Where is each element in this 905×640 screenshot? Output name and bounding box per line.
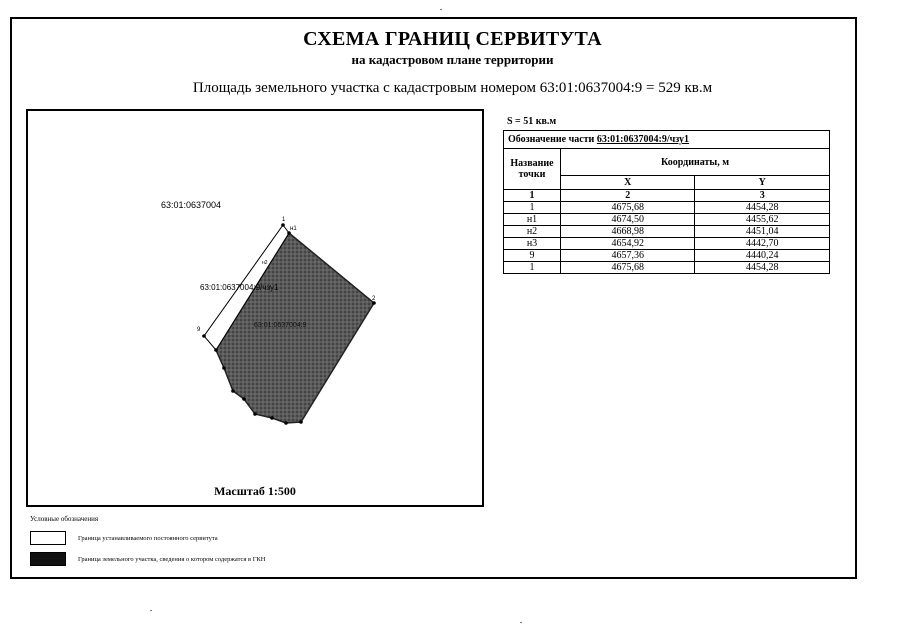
parcel-label: 63:01:0637004:9 — [254, 322, 307, 329]
table-row — [504, 214, 830, 226]
point-name: 9 — [504, 250, 561, 262]
column-header-coordinates: Координаты, м — [561, 149, 830, 176]
scan-speck — [150, 610, 152, 611]
point-name: 1 — [504, 262, 561, 274]
legend-swatch-parcel — [30, 552, 66, 566]
point-label-9: 9 — [197, 327, 201, 333]
servitude-area: S = 51 кв.м — [507, 116, 557, 127]
coord-y: 4442,70 — [695, 238, 830, 250]
column-header-y: Y — [695, 176, 830, 190]
table-row — [504, 250, 830, 262]
column-header-x: X — [561, 176, 695, 190]
page-title: СХЕМА ГРАНИЦ СЕРВИТУТА — [303, 28, 602, 50]
coord-x: 4657,36 — [561, 250, 695, 262]
point-label-n2: н2 — [262, 260, 268, 266]
point-label-2: 2 — [372, 296, 376, 302]
scan-speck — [440, 9, 442, 10]
part-designation: Обозначение части 63:01:0637004:9/чзу1 — [504, 131, 830, 149]
point-label-n1: н1 — [290, 226, 297, 232]
area-statement: Площадь земельного участка с кадастровым номером 63:01:0637004:9 = 529 кв.м — [192, 80, 713, 96]
point-name: н2 — [504, 226, 561, 238]
map-scale: Масштаб 1:500 — [214, 484, 296, 498]
parcel-map — [28, 111, 482, 505]
page-subtitle: на кадастровом плане территории — [351, 52, 554, 67]
column-index: 1 — [504, 190, 561, 202]
legend-label-parcel: Граница земельного участка, сведения о котором содержатся в ГКН — [78, 556, 266, 563]
point-name: н3 — [504, 238, 561, 250]
coord-y: 4454,28 — [695, 262, 830, 274]
coord-x: 4675,68 — [561, 202, 695, 214]
table-row — [504, 202, 830, 214]
map-panel — [26, 109, 484, 507]
coord-y: 4440,24 — [695, 250, 830, 262]
table-row — [504, 238, 830, 250]
coordinates-table — [503, 130, 830, 274]
legend-title: Условные обозначения — [30, 515, 99, 523]
coord-x: 4674,50 — [561, 214, 695, 226]
quarter-label: 63:01:0637004 — [161, 200, 222, 210]
point-name: н1 — [504, 214, 561, 226]
legend-swatch-servitude — [30, 531, 66, 545]
part-number: 63:01:0637004:9/чзу1 — [596, 134, 690, 145]
coord-x: 4654,92 — [561, 238, 695, 250]
legend-label-servitude: Граница устанавливаемого постоянного сервитута — [78, 535, 218, 542]
scan-speck — [520, 622, 522, 623]
coord-y: 4454,28 — [695, 202, 830, 214]
column-header-point: Название точки — [504, 149, 561, 190]
column-index: 2 — [561, 190, 695, 202]
coord-x: 4675,68 — [561, 262, 695, 274]
coord-y: 4455,62 — [695, 214, 830, 226]
coord-x: 4668,98 — [561, 226, 695, 238]
point-name: 1 — [504, 202, 561, 214]
table-row — [504, 226, 830, 238]
table-row — [504, 262, 830, 274]
servitude-label: 63:01:0637004:9/чзу1 — [200, 283, 279, 292]
coord-y: 4451,04 — [695, 226, 830, 238]
point-label-1: 1 — [282, 217, 286, 223]
column-index: 3 — [695, 190, 830, 202]
